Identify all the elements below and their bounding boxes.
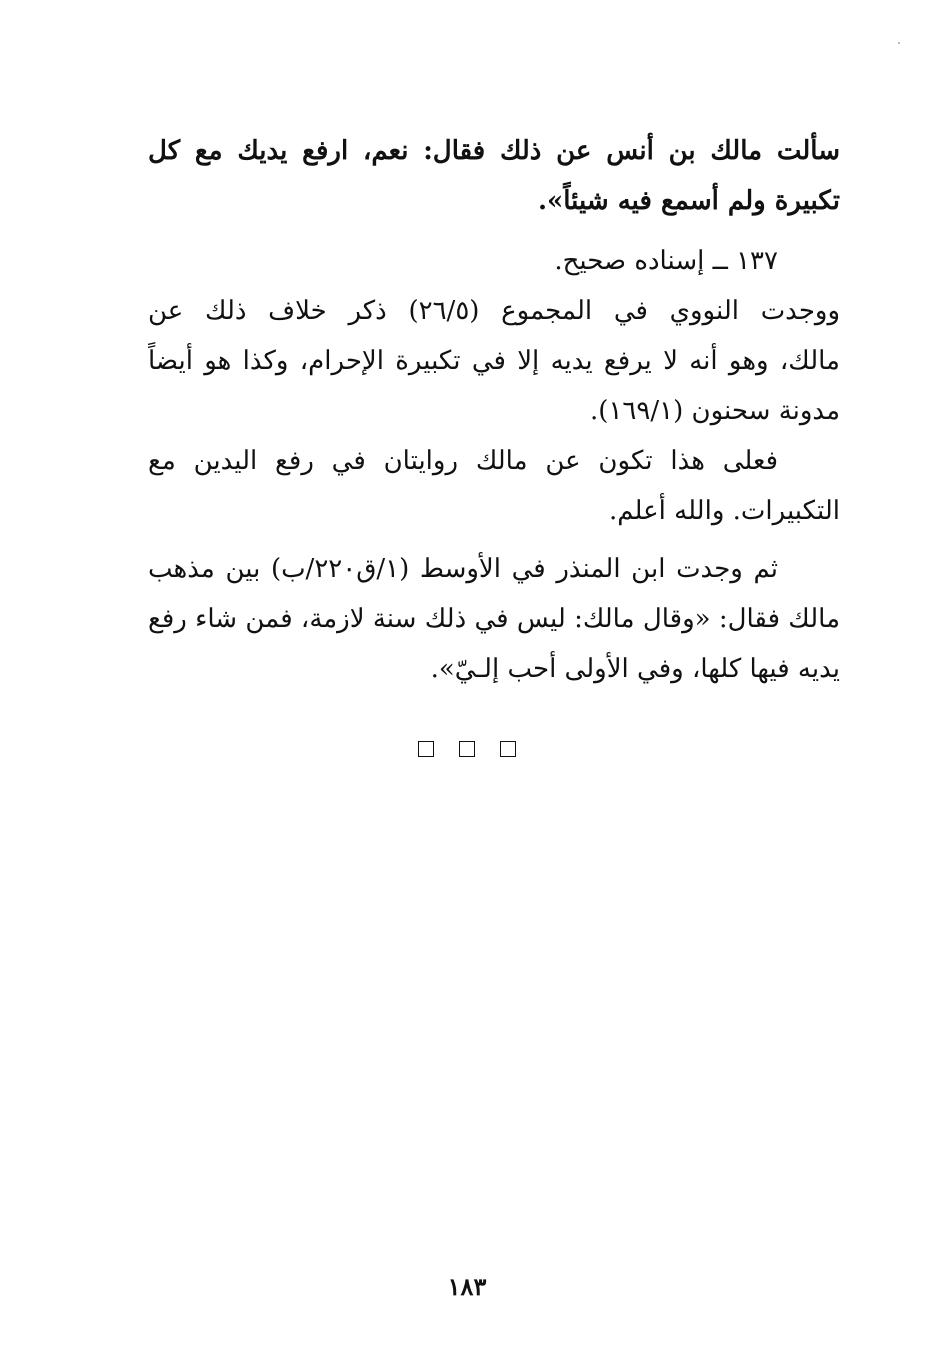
quote-end-paragraph <box>148 126 840 226</box>
text-line: مدونة سحنون (١٦٩/١). <box>590 396 840 426</box>
text-line: يديه فيها كلها، وفي الأولى أحب إلـيّ». <box>430 654 840 684</box>
section-divider <box>0 738 934 757</box>
divider-square-icon <box>418 741 434 757</box>
text-line: ووجدت النووي في المجموع (٢٦/٥) ذكر خلاف ذلك عن <box>148 296 840 326</box>
divider-square-icon <box>500 741 516 757</box>
text-line: فعلى هذا تكون عن مالك روايتان في رفع اليدين مع <box>148 446 778 476</box>
page-number: ١٨٣ <box>447 1272 487 1301</box>
text-line: مالك فقال: «وقال مالك: ليس في ذلك سنة لازمة، فمن شاء رفع <box>148 604 840 634</box>
text-line: مالك، وهو أنه لا يرفع يديه إلا في تكبيرة الإحرام، وكذا هو أيضاً <box>148 346 840 376</box>
text-line: ثم وجدت ابن المنذر في الأوسط (١/ق٢٢٠/ب) بين مذهب <box>148 554 778 584</box>
text-line: تكبيرة ولم أسمع فيه شيئاً». <box>537 186 840 216</box>
scan-speck <box>898 42 900 44</box>
divider-square-icon <box>459 741 475 757</box>
ibn-mundhir-paragraph <box>148 544 840 694</box>
note-heading: ١٣٧ ــ إسناده صحيح. <box>554 246 778 276</box>
note-137-paragraph <box>148 236 840 436</box>
text-line: التكبيرات. والله أعلم. <box>608 496 840 526</box>
two-narrations-paragraph <box>148 436 840 536</box>
text-line: سألت مالك بن أنس عن ذلك فقال: نعم، ارفع يديك مع كل <box>148 136 840 166</box>
